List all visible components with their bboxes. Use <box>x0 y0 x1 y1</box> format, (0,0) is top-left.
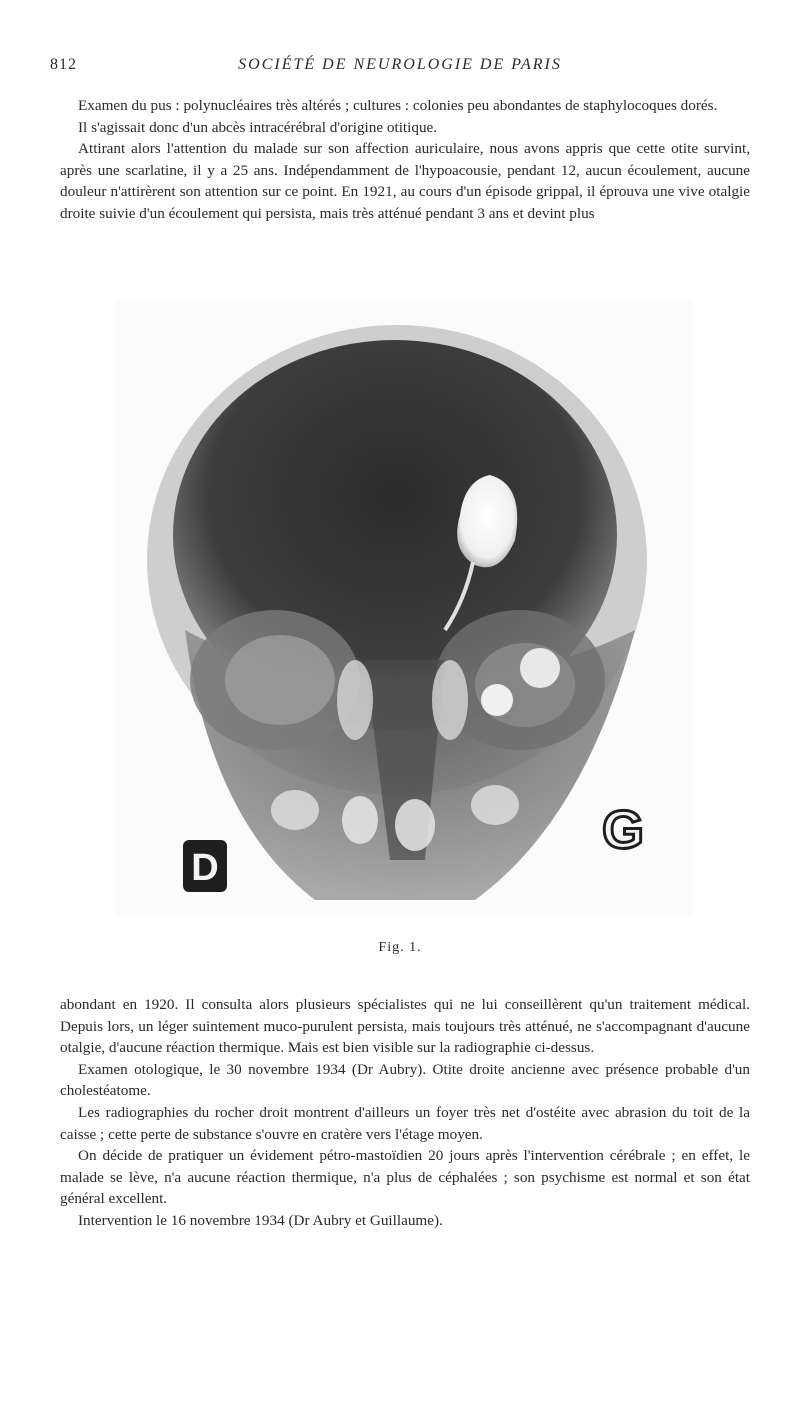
paragraph: Examen du pus : polynucléaires très altérés ; cultures : colonies peu abondantes de staphylocoques dorés. <box>78 97 718 114</box>
figure-caption: Fig. 1. <box>378 940 422 955</box>
paragraph: Les radiographies du rocher droit montrent d'ailleurs un foyer très net d'ostéite avec abrasion du toit de la caisse ; cette perte de substance s'ouvre en cratère vers l'étage moyen. <box>60 1103 750 1143</box>
paragraph: abondant en 1920. Il consulta alors plusieurs spécialistes qui ne lui conseillèrent qu'un traitement médical. Depuis lors, un léger suintement muco-purulent persista, mais toujours très atténué, ne s'accompagnant d'aucune otalgie, d'aucune réaction thermique. Mais est bien visible sur la radiographie ci-dessus. <box>60 996 750 1057</box>
paragraph: Il s'agissait donc d'un abcès intracérébral d'origine otitique. <box>78 118 438 136</box>
paragraph: Examen otologique, le 30 novembre 1934 (Dr Aubry). Otite droite ancienne avec présence probable d'un cholestéatome. <box>60 1060 750 1100</box>
body-text-bottom <box>60 994 750 1232</box>
page-number: 812 <box>50 56 77 73</box>
skull-radiograph-figure <box>115 300 693 915</box>
running-title: SOCIÉTÉ DE NEUROLOGIE DE PARIS <box>238 56 562 73</box>
side-marker-right <box>183 840 227 892</box>
paragraph: Intervention le 16 novembre 1934 (Dr Aubry et Guillaume). <box>78 1211 443 1229</box>
svg-text:G: G <box>601 800 645 860</box>
page-header <box>50 56 750 78</box>
paragraph: Attirant alors l'attention du malade sur son affection auriculaire, nous avons appris que cette otite survint, après une scarlatine, il y a 25 ans. Indépendamment de l'hypoacousie, pendant 12, aucun écoulement, aucune douleur n'attirèrent son attention sur ce point. En 1921, au cours d'un épisode grippal, il éprouva une vive otalgie droite suivie d'un écoulement qui persista, mais très atténué pendant 3 ans et devint plus <box>60 140 750 222</box>
body-text-top <box>60 95 750 225</box>
side-marker-left <box>602 800 644 860</box>
radiograph-image <box>115 300 693 915</box>
svg-text:D: D <box>191 847 219 889</box>
paragraph: On décide de pratiquer un évidement pétro-mastoïdien 20 jours après l'intervention cérébrale ; en effet, le malade se lève, n'a aucune réaction thermique, n'a plus de céphalées ; son psychisme est normal et son état général excellent. <box>60 1147 750 1208</box>
